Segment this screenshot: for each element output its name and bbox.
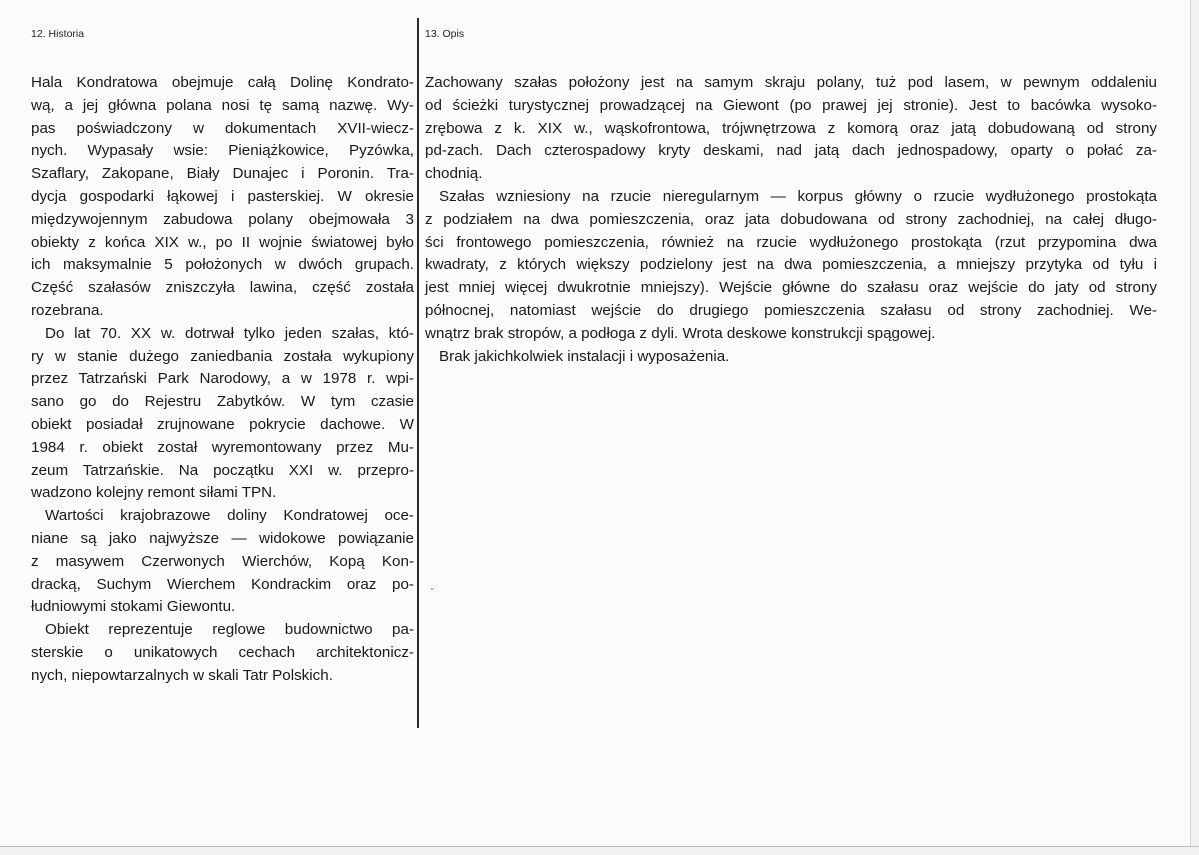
history-line: sano go do Rejestru Zabytków. W tym czasie — [31, 393, 414, 411]
description-line: jest mniej więcej dwukrotnie mniejszy). Wejście główne do szałasu oraz wejście do jaty od strony — [425, 279, 1157, 297]
description-line: kwadraty, z których większy podzielony jest na dwa pomieszczenia, a mniejszy przytyka od tyłu i — [425, 256, 1157, 274]
description-line: chodnią. — [425, 165, 483, 183]
history-line: niane są jako najwyższe — widokowe powiązanie — [31, 529, 414, 547]
description-text-column — [425, 72, 1157, 368]
description-line: ści frontowego pomieszczenia, również na rzucie wydłużonego prostokąta (rzut przypomina dwa — [425, 233, 1157, 251]
history-line: Obiekt reprezentuje reglowe budownictwo pa- — [45, 621, 414, 639]
history-line: łudniowymi stokami Giewontu. — [31, 598, 236, 616]
history-line: wadzono kolejny remont siłami TPN. — [31, 484, 277, 502]
history-line: pas poświadczony w dokumentach XVII-wiecz- — [31, 119, 414, 137]
section-header-history: 12. Historia — [31, 28, 85, 40]
history-line: dycja gospodarki łąkowej i pasterskiej. W okresie — [31, 187, 414, 205]
history-line: Część szałasów zniszczyła lawina, część została — [31, 279, 414, 297]
history-line: ry w stanie dużego zaniedbania została wykupiony — [31, 347, 414, 365]
description-line: Zachowany szałas położony jest na samym skraju polany, tuż pod lasem, w pewnym oddaleniu — [425, 74, 1157, 91]
history-line: nych. Wypasały wsie: Pieniążkowice, Pyzówka, — [31, 142, 414, 160]
history-line: ich maksymalnie 5 położonych w dwóch grupach. — [31, 256, 414, 274]
history-line: Hala Kondratowa obejmuje całą Dolinę Kondrato- — [31, 74, 414, 91]
description-line: od ścieżki turystycznej prowadzącej na Giewont (po prawej jej stronie). Jest to bacówka wysoko- — [425, 96, 1157, 114]
history-line: sterskie o unikatowych cechach architektonicz- — [31, 643, 414, 661]
history-line: zeum Tatrzańskie. Na początku XXI w. przepro- — [31, 461, 414, 479]
description-line: z podziałem na dwa pomieszczenia, oraz jata dobudowana od strony zachodniej, na całej długo- — [425, 210, 1157, 228]
scan-speck: ˘ — [431, 587, 434, 597]
history-line: rozebrana. — [31, 301, 104, 319]
column-divider — [417, 18, 419, 728]
description-line: zrębowa z k. XIX w., wąskofrontowa, trójwnętrzowa z komorą oraz jatą dobudowaną od strony — [425, 119, 1157, 137]
history-line: wą, a jej główna polana nosi tę samą nazwę. Wy- — [31, 96, 414, 114]
description-line: Szałas wzniesiony na rzucie nieregularnym — korpus główny o rzucie wydłużonego prostokąta — [439, 187, 1157, 205]
history-line: obiekty z końca XIX w., po II wojnie światowej było — [31, 233, 414, 251]
history-line: dracką, Suchym Wierchem Kondrackim oraz po- — [31, 575, 414, 593]
history-line: Do lat 70. XX w. dotrwał tylko jeden szałas, któ- — [45, 324, 414, 342]
scan-edge-right — [1190, 0, 1199, 854]
history-text-column — [31, 72, 414, 688]
history-line: 1984 r. obiekt został wyremontowany przez Mu- — [31, 438, 414, 456]
history-line: z masywem Czerwonych Wierchów, Kopą Kon- — [31, 552, 414, 570]
description-line: północnej, natomiast wejście do drugiego pomieszczenia szałasu od strony zachodniej. We- — [425, 301, 1157, 319]
history-line: przez Tatrzański Park Narodowy, a w 1978 r. wpi- — [31, 370, 414, 388]
description-line: Brak jakichkolwiek instalacji i wyposażenia. — [439, 347, 730, 365]
description-line: pd-zach. Dach czterospadowy kryty deskami, nad jatą dach jednospadowy, oparty o połać za- — [425, 142, 1157, 160]
section-header-description: 13. Opis — [425, 28, 465, 40]
history-line: Wartości krajobrazowe doliny Kondratowej oce- — [45, 507, 414, 525]
history-line: nych, niepowtarzalnych w skali Tatr Polskich. — [31, 666, 333, 684]
history-line: obiekt posiadał zrujnowane pokrycie dachowe. W — [31, 415, 414, 433]
history-line: międzywojennym zabudowa polany obejmowała 3 — [31, 210, 414, 228]
history-line: Szaflary, Zakopane, Biały Dunajec i Poronin. Tra- — [31, 165, 414, 183]
description-line: wnątrz brak stropów, a podłoga z dyli. Wrota deskowe konstrukcji spągowej. — [425, 324, 936, 342]
